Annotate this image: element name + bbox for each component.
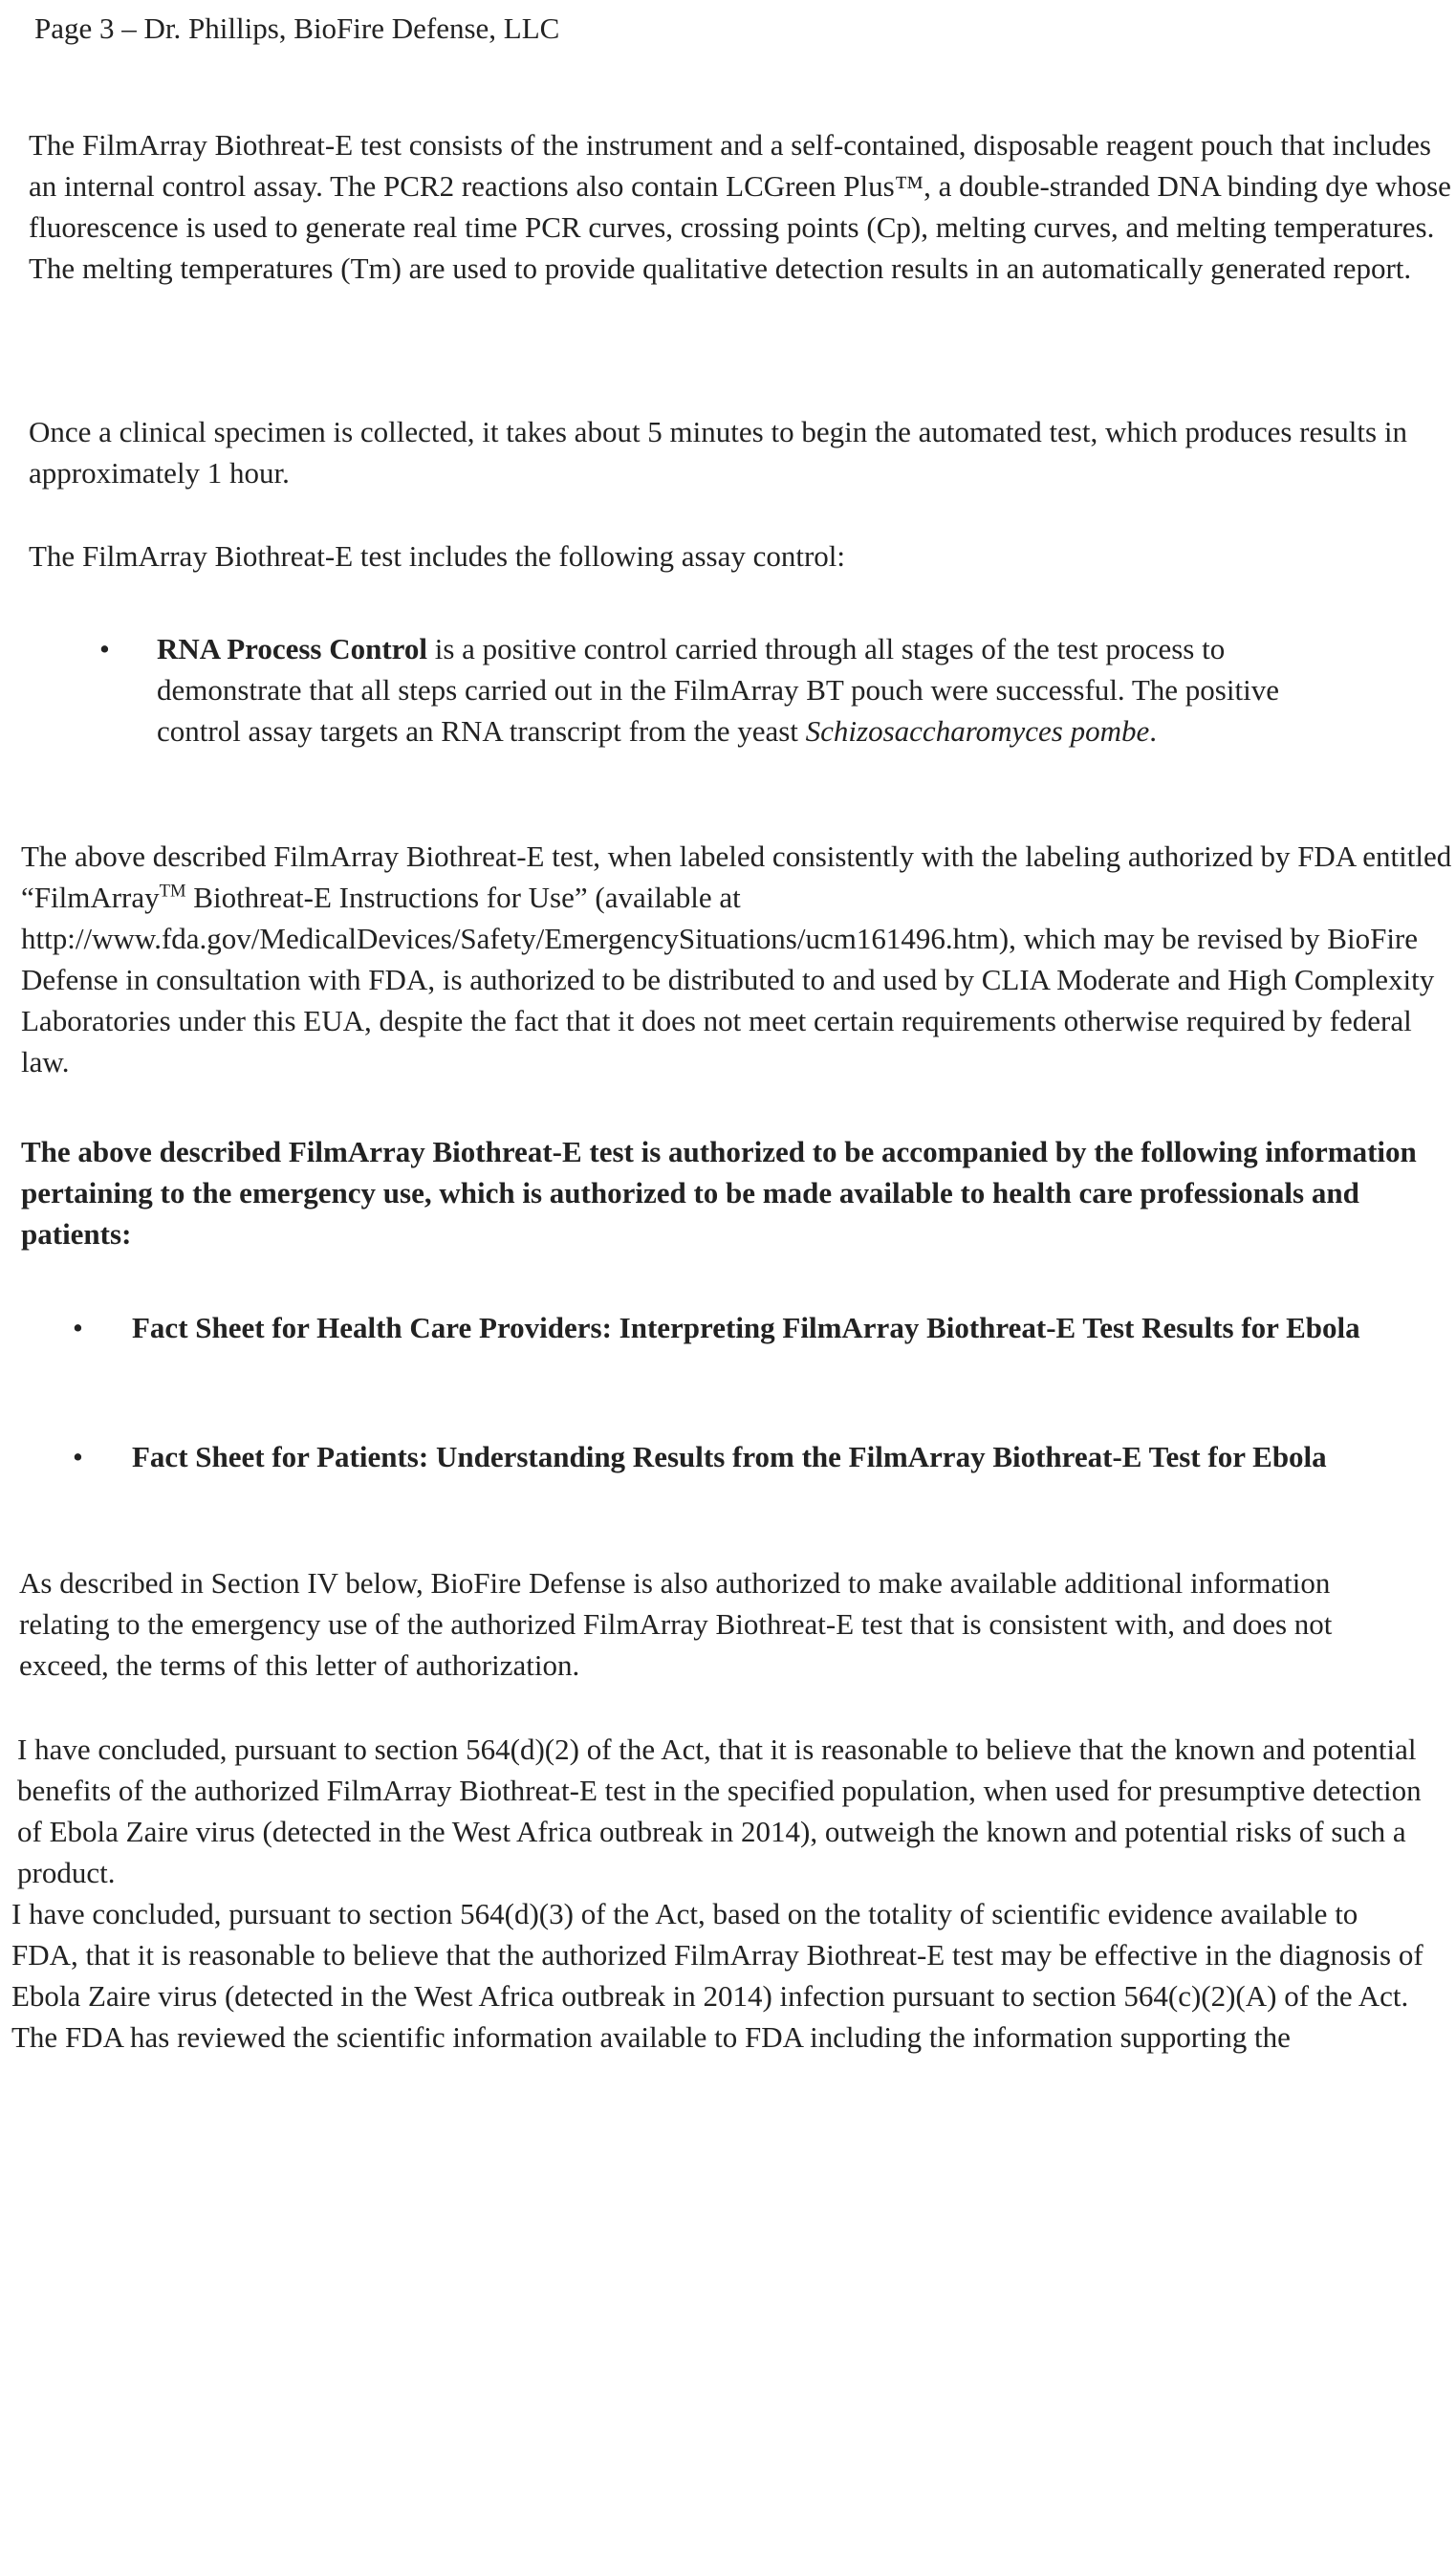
paragraph-benefits-conclusion: I have concluded, pursuant to section 564(d)(2) of the Act, that it is reasonable to believe that the known and potential benefits of the authorized FilmArray Biothreat-E test in the specified population, when used for presumptive detection of Ebola Zaire virus (detected in the West Africa outbreak in 2014), outweigh the known and potential risks of such a product. (17, 1733, 1422, 1889)
paragraph-authorization-scope (21, 836, 1455, 1082)
authorization-text-part1: The above described FilmArray Biothreat-E test, when labeled consistently with the labeling authorized by FDA entitled “FilmArray (21, 839, 1452, 914)
paragraph-assay-control-intro: The FilmArray Biothreat-E test includes the following assay control: (29, 539, 846, 573)
paragraph-additional-information: As described in Section IV below, BioFire Defense is also authorized to make available additional information relating to the emergency use of the authorized FilmArray Biothreat-E test that is consistent with, and does not exceed, the terms of this letter of authorization. (19, 1566, 1333, 1682)
fact-sheet-title: Fact Sheet for Patients: Understanding Results from the FilmArray Biothreat-E Test for Ebola (132, 1440, 1327, 1473)
authorization-text-part2: Biothreat-E Instructions for Use” (available at http://www.fda.gov/MedicalDevices/Safety/EmergencySituations/ucm161496.htm), which may be revised by BioFire Defense in consultation with FDA, is authorized to be distributed to and used by CLIA Moderate and High Complexity Laboratories under this EUA, despite the fact that it does not meet certain requirements otherwise required by federal law. (21, 881, 1435, 1079)
control-end: . (1149, 714, 1157, 748)
control-description: is a positive control carried through all stages of the test process to demonstrate that all steps carried out in the FilmArray BT pouch were successful. The positive control assay targets an RNA transcript from the yeast (157, 632, 1279, 748)
control-title: RNA Process Control (157, 632, 427, 665)
paragraph-time-to-result: Once a clinical specimen is collected, it takes about 5 minutes to begin the automated test, which produces results in approximately 1 hour. (29, 415, 1407, 490)
page-header: Page 3 – Dr. Phillips, BioFire Defense, LLC (34, 11, 560, 45)
bullet-icon: • (73, 1311, 83, 1344)
list-item-text (157, 628, 1342, 752)
bullet-icon: • (99, 632, 110, 665)
trademark-mark: TM (159, 881, 186, 902)
paragraph-test-description: The FilmArray Biothreat-E test consists of the instrument and a self-contained, disposable reagent pouch that includes an internal control assay. The PCR2 reactions also contain LCGreen Plus™, a double-stranded DNA binding dye whose fluorescence is used to generate real time PCR curves, crossing points (Cp), melting curves, and melting temperatures. The melting temperatures (Tm) are used to provide qualitative detection results in an automatically generated report. (29, 128, 1451, 285)
paragraph-accompanying-information: The above described FilmArray Biothreat-E test is authorized to be accompanied by the following information pertaining to the emergency use, which is authorized to be made available to health care professionals and patients: (21, 1135, 1417, 1251)
species-name: Schizosaccharomyces pombe (805, 714, 1150, 748)
bullet-icon: • (73, 1440, 83, 1473)
paragraph-effectiveness-conclusion: I have concluded, pursuant to section 564(d)(3) of the Act, based on the totality of scientific evidence available to FDA, that it is reasonable to believe that the authorized FilmArray Biothreat-E test may be effective in the diagnosis of Ebola Zaire virus (detected in the West Africa outbreak in 2014) infection pursuant to section 564(c)(2)(A) of the Act. The FDA has reviewed the scientific information available to FDA including the information supporting the (11, 1897, 1423, 2054)
fact-sheet-title: Fact Sheet for Health Care Providers: Interpreting FilmArray Biothreat-E Test Results for Ebola (132, 1311, 1360, 1344)
